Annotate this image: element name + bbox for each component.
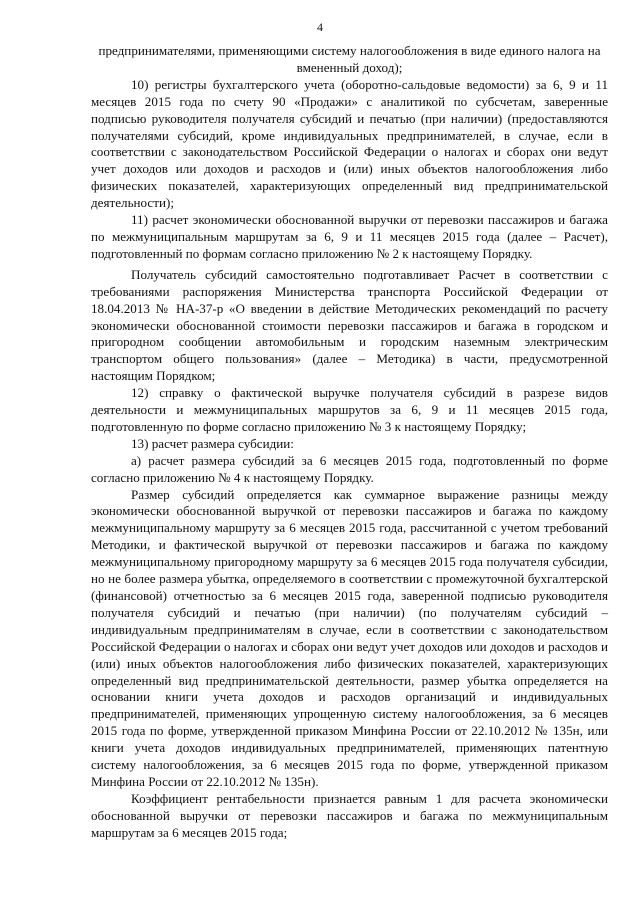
paragraph-calculation-note: Получатель субсидий самостоятельно подготавливает Расчет в соответствии с требованиями распоряжения Министерства транспорта Российской Федерации от 18.04.2013 № НА-37-р «О введении в действие Методических рекомендаций по расчету экономически обоснованной стоимости перевозки пассажиров и багажа в городском и пригородном сообщении автомобильным и городским наземным электрическим транспортом общего пользования» (далее – Методика) в части, предусмотренной настоящим Порядком; (91, 266, 608, 384)
document-body (91, 43, 608, 842)
paragraph-continuation: предпринимателями, применяющими систему налогообложения в виде единого налога на вмененный доход); (98, 43, 601, 75)
paragraph-item-10: 10) регистры бухгалтерского учета (оборотно-сальдовые ведомости) за 6, 9 и 11 месяцев 2015 года по счету 90 «Продажи» с аналитикой по субсчетам, заверенные подписью руководителя получателя субсидий и печатью (при наличии) (предоставляются получателями субсидий, кроме индивидуальных предпринимателей, в случае, если в соответствии с законодательством Российской Федерации о налогах и сборах они ведут учет доходов или доходов и расходов и (или) иных объектов налогообложения либо физических показателей, характеризующих определенный вид предпринимательской деятельности); (91, 76, 608, 211)
page-number: 4 (317, 20, 323, 34)
paragraph-item-13a: а) расчет размера субсидий за 6 месяцев 2015 года, подготовленный по форме согласно приложению № 4 к настоящему Порядку. (91, 452, 608, 485)
paragraph-item-13: 13) расчет размера субсидии: (131, 435, 294, 451)
paragraph-item-11: 11) расчет экономически обоснованной выручки от перевозки пассажиров и багажа по межмуниципальным маршрутам за 6, 9 и 11 месяцев 2015 года (далее – Расчет), подготовленный по формам согласно приложению № 2 к настоящему Порядку. (91, 212, 608, 261)
paragraph-subsidy-size: Размер субсидий определяется как суммарное выражение разницы между экономически обоснованной выручкой от перевозки пассажиров и багажа по каждому межмуниципальному маршруту за 6 месяцев 2015 года, рассчитанной с учетом требований Методики, и фактической выручкой от перевозки пассажиров и багажа по каждому межмуниципальному пригородному маршруту за 6 месяцев 2015 года получателя субсидии, но не более размера убытка, определяемого в соответствии с промежуточной бухгалтерской (финансовой) отчетностью за 6 месяцев 2015 года, заверенной подписью руководителя получателя субсидий и печатью (при наличии) (по получателям субсидий – индивидуальным предпринимателям в случае, если в соответствии с законодательством Российской Федерации о налогах и сборах они ведут учет доходов или доходов и расходов и (или) иных объектов налогообложения либо физических показателей, характеризующих определенный вид предпринимательской деятельности, размер убытка определяется на основании книги учета доходов и расходов организаций и индивидуальных предпринимателей, применяющих упрощенную систему налогообложения, за 6 месяцев 2015 года по форме, утвержденной приказом Минфина России от 22.10.2012 № 135н, или книги учета доходов индивидуальных предпринимателей, применяющих патентную систему налогообложения, за 6 месяцев 2015 года по форме, утвержденной приказом Минфина России от 22.10.2012 № 135н). (91, 486, 608, 789)
paragraph-item-12: 12) справку о фактической выручке получателя субсидий в разрезе видов деятельности и межмуниципальных маршрутов за 6, 9 и 11 месяцев 2015 года, подготовленную по форме согласно приложению № 3 к настоящему Порядку; (91, 385, 608, 434)
paragraph-profitability: Коэффициент рентабельности признается равным 1 для расчета экономически обоснованной выручки от перевозки пассажиров и багажа по межмуниципальным маршрутам за 6 месяцев 2015 года; (91, 790, 608, 840)
